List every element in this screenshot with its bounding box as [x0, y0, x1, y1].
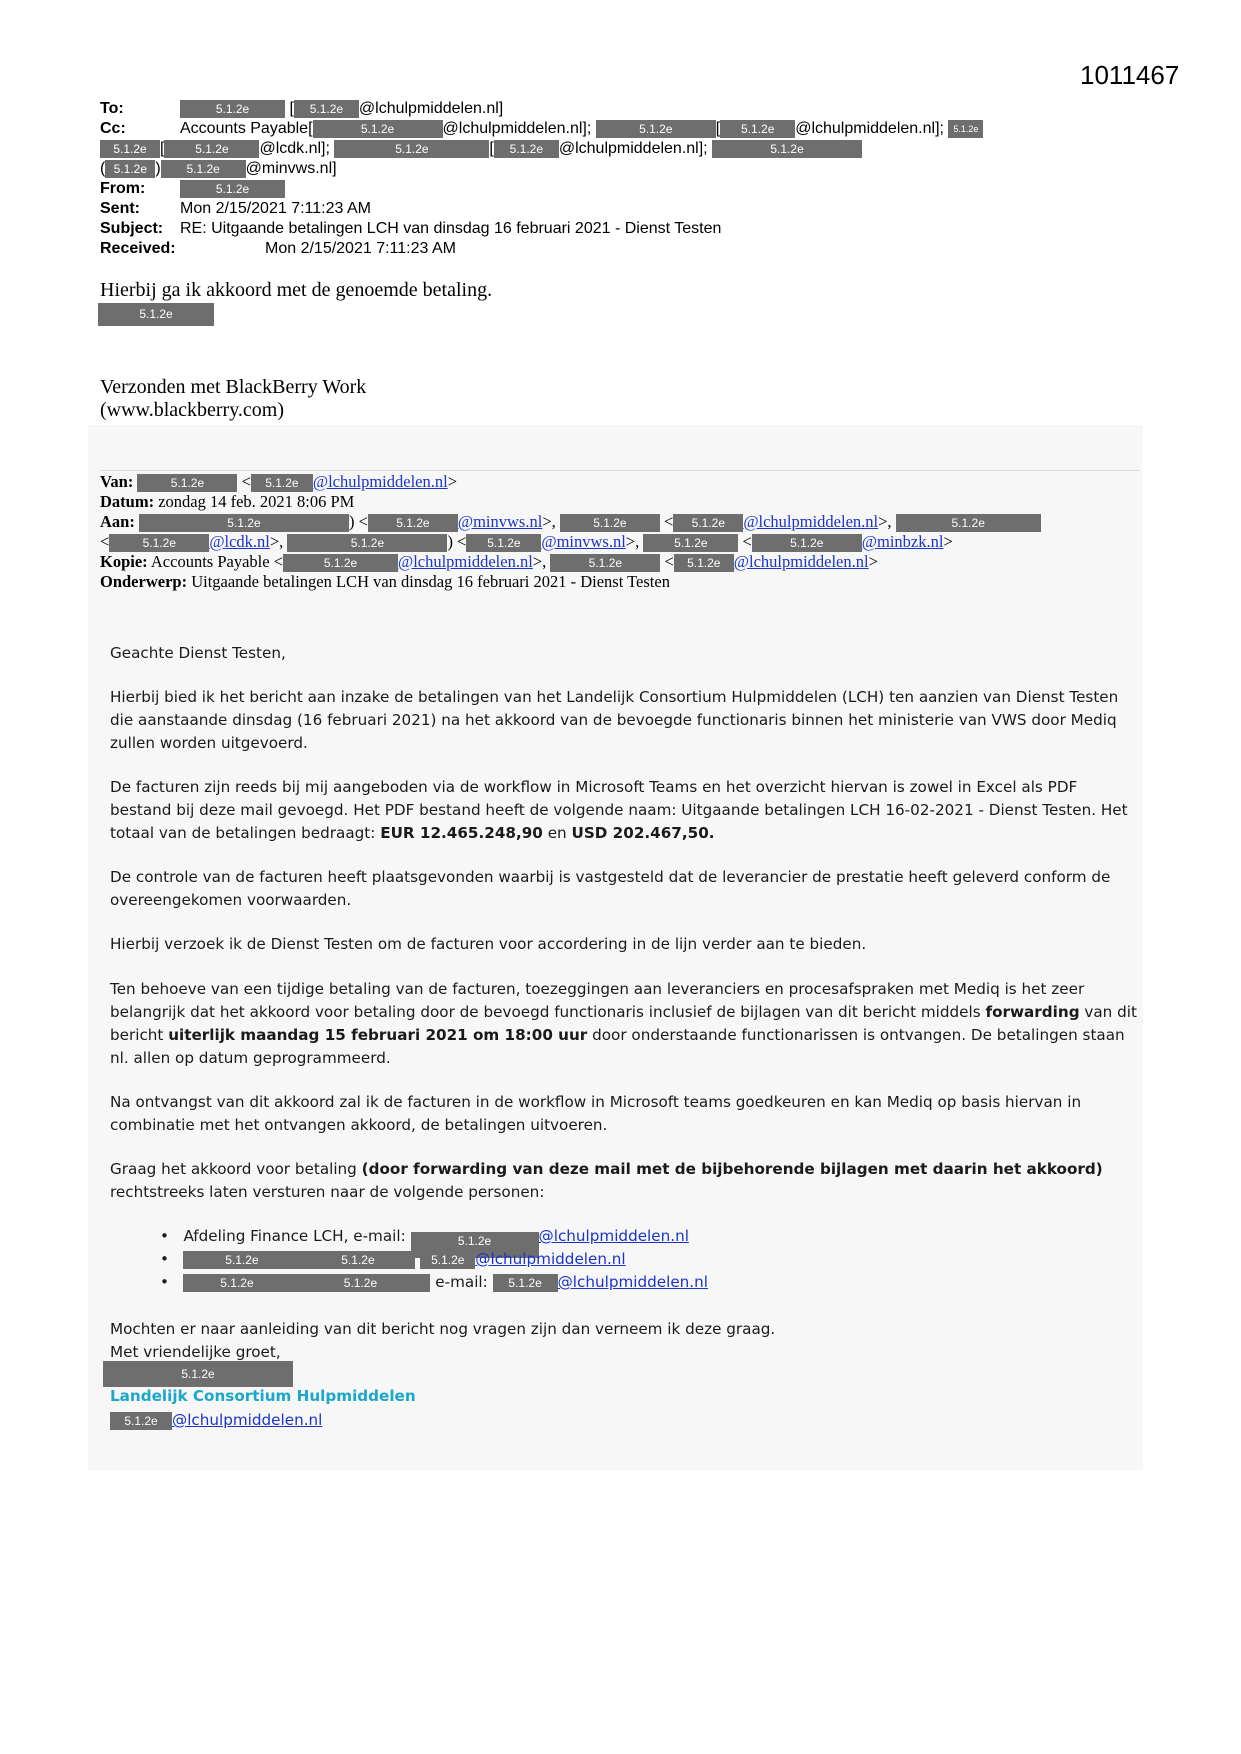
kopie-label: Kopie:	[100, 552, 148, 571]
cc-accounts: Accounts Payable[	[180, 120, 313, 138]
redaction: 5.1.2e	[139, 514, 349, 532]
redaction: 5.1.2e	[283, 554, 398, 572]
redaction: 5.1.2e	[896, 514, 1041, 532]
bullet-address-link[interactable]: @lchulpmiddelen.nl	[475, 1250, 626, 1268]
bullet-icon: •	[160, 1250, 169, 1268]
redaction: 5.1.2e	[161, 160, 246, 178]
redaction: 5.1.2e	[493, 1274, 558, 1292]
aan-address-link[interactable]: @minvws.nl	[541, 532, 626, 551]
onderwerp-value: Uitgaande betalingen LCH van dinsdag 16 februari 2021 - Dienst Testen	[191, 572, 670, 591]
sent-line	[100, 200, 371, 218]
aan-line-1: Aan: 5.1.2e ) < 5.1.2e @minvws.nl>, 5.1.2e < 5.1.2e @lchulpmiddelen.nl>, 5.1.2e	[100, 512, 1041, 532]
redaction: 5.1.2e	[251, 474, 313, 492]
signature-address-link[interactable]: @lchulpmiddelen.nl	[172, 1411, 323, 1429]
p2-end: .	[708, 824, 715, 842]
van-address-link[interactable]: @lchulpmiddelen.nl	[312, 472, 448, 491]
aan-line-2: < 5.1.2e @lcdk.nl>, 5.1.2e ) < 5.1.2e @minvws.nl>, 5.1.2e < 5.1.2e @minbzk.nl>	[100, 532, 953, 551]
kopie-line: Kopie: Accounts Payable < 5.1.2e @lchulpmiddelen.nl>, 5.1.2e < 5.1.2e @lchulpmiddelen.nl>	[100, 552, 878, 571]
redaction: 5.1.2e	[164, 140, 259, 158]
aan-address-link[interactable]: @minbzk.nl	[861, 532, 944, 551]
redaction: 5.1.2e	[98, 303, 214, 326]
aan-address-link[interactable]: @lcdk.nl	[209, 532, 270, 551]
p7-bold: (door forwarding van deze mail met de bijbehorende bijlagen met daarin het akkoord)	[361, 1160, 1103, 1178]
datum-label: Datum:	[100, 492, 155, 511]
cc-line-1: Cc: Accounts Payable[ 5.1.2e @lchulpmiddelen.nl]; 5.1.2e [ 5.1.2e @lchulpmiddelen.nl]; 5.1.2e	[100, 120, 983, 138]
redaction: 5.1.2e	[290, 1274, 430, 1292]
kopie-accounts: Accounts Payable <	[150, 552, 283, 571]
redaction: 5.1.2e	[180, 100, 285, 118]
reply-text: Hierbij ga ik akkoord met de genoemde betaling.	[100, 279, 493, 301]
redaction: 5.1.2e	[752, 534, 862, 552]
cc-line-2: 5.1.2e [ 5.1.2e @lcdk.nl]; 5.1.2e [ 5.1.2e @lchulpmiddelen.nl]; 5.1.2e	[100, 140, 862, 158]
redaction: 5.1.2e	[720, 120, 795, 138]
datum-value: zondag 14 feb. 2021 8:06 PM	[158, 492, 355, 511]
cc-label: Cc:	[100, 120, 126, 138]
sent-label: Sent:	[100, 200, 140, 217]
bullet-text: Afdeling Finance LCH, e-mail:	[183, 1227, 406, 1245]
p2-eur-total: EUR 12.465.248,90	[380, 824, 543, 842]
redaction: 5.1.2e	[334, 140, 489, 158]
subject-line	[100, 220, 721, 238]
received-line	[100, 240, 456, 258]
aan-label: Aan:	[100, 512, 135, 531]
redaction: 5.1.2e	[411, 1232, 539, 1258]
subject-label: Subject:	[100, 220, 164, 237]
closing-line-1: Mochten er naar aanleiding van dit bericht nog vragen zijn dan verneem ik deze graag.	[110, 1320, 776, 1338]
sent-with-line-1: Verzonden met BlackBerry Work	[100, 376, 367, 398]
paragraph-5	[110, 978, 1140, 1070]
bullet-item-2	[160, 1248, 626, 1271]
redaction: 5.1.2e	[466, 534, 541, 552]
sent-with-line-2: (www.blackberry.com)	[100, 399, 284, 421]
p5-text: Ten behoeve van een tijdige betaling van de facturen, toezeggingen aan leveranciers en procesafspraken met Mediq is het zeer belangrijk dat het akkoord voor betaling door de bevoegd functionaris inclusief de bijlagen van dit bericht middels	[110, 980, 1085, 1021]
p5-text: van dit bericht	[110, 1003, 1137, 1044]
redaction: 5.1.2e	[105, 160, 155, 178]
redaction: 5.1.2e	[183, 1274, 290, 1292]
to-label: To:	[100, 100, 124, 118]
redaction: 5.1.2e	[550, 554, 660, 572]
van-line: Van: 5.1.2e < 5.1.2e @lchulpmiddelen.nl>	[100, 472, 457, 491]
redaction: 5.1.2e	[712, 140, 862, 158]
p2-en: en	[542, 824, 572, 842]
closing-line-2: Met vriendelijke groet,	[110, 1343, 281, 1361]
redaction: 5.1.2e	[948, 120, 983, 138]
redaction: 5.1.2e	[420, 1251, 475, 1269]
paragraph-1: Hierbij bied ik het bericht aan inzake de betalingen van het Landelijk Consortium Hulpmiddelen (LCH) ten aanzien van Dienst Testen die aanstaande dinsdag (16 februari 2021) na het akkoord van de bevoegde functionaris binnen het ministerie van VWS door Mediq zullen worden uitgevoerd.	[110, 688, 1119, 752]
signature-email	[110, 1409, 322, 1432]
redaction: 5.1.2e	[674, 554, 734, 572]
bullet-icon: •	[160, 1273, 169, 1291]
paragraph-2	[110, 776, 1140, 845]
signature-name	[103, 1361, 293, 1387]
redaction: 5.1.2e	[313, 120, 443, 138]
p2-text: De facturen zijn reeds bij mij aangeboden via de workflow in Microsoft Teams en het overzicht hiervan is zowel in Excel als PDF bestand bij deze mail gevoegd. Het PDF bestand heeft de volgende naam: Uitgaande betalingen LCH 16-02-2021 - Dienst Testen. Het totaal van de betalingen bedraagt:	[110, 778, 1128, 842]
kopie-address-link[interactable]: @lchulpmiddelen.nl	[398, 552, 533, 571]
subject-value: RE: Uitgaande betalingen LCH van dinsdag 16 februari 2021 - Dienst Testen	[180, 220, 722, 237]
redaction: 5.1.2e	[183, 1251, 300, 1269]
redaction: 5.1.2e	[596, 120, 716, 138]
to-line: To: 5.1.2e [ 5.1.2e @lchulpmiddelen.nl]	[100, 100, 504, 118]
p5-text: door onderstaande functionarissen is ontvangen. De betalingen staan nl. allen op datum geprogrammeerd.	[110, 1026, 1125, 1067]
bullet-address-link[interactable]: @lchulpmiddelen.nl	[538, 1227, 689, 1245]
redaction: 5.1.2e	[494, 140, 559, 158]
p2-usd-total: USD 202.467,50	[571, 824, 709, 842]
reply-signature	[98, 303, 214, 326]
onderwerp-label: Onderwerp:	[100, 572, 188, 591]
redaction: 5.1.2e	[109, 534, 209, 552]
redaction: 5.1.2e	[300, 1251, 415, 1269]
paragraph-6: Na ontvangst van dit akkoord zal ik de facturen in de workflow in Microsoft teams goedkeuren en kan Mediq op basis hiervan in combinatie met het ontvangen akkoord, de betalingen uitvoeren.	[110, 1093, 1082, 1134]
received-value: Mon 2/15/2021 7:11:23 AM	[265, 240, 456, 257]
from-label: From:	[100, 180, 146, 198]
from-line	[100, 180, 285, 198]
redaction: 5.1.2e	[673, 514, 743, 532]
redaction: 5.1.2e	[103, 1361, 293, 1387]
van-label: Van:	[100, 472, 134, 491]
p5-forwarding: forwarding	[985, 1003, 1080, 1021]
redaction: 5.1.2e	[560, 514, 660, 532]
bullet-address-link[interactable]: @lchulpmiddelen.nl	[557, 1273, 708, 1291]
redaction: 5.1.2e	[180, 180, 285, 198]
organization-name: Landelijk Consortium Hulpmiddelen	[110, 1387, 416, 1405]
received-label: Received:	[100, 240, 176, 257]
redaction: 5.1.2e	[287, 534, 447, 552]
bullet-icon: •	[160, 1227, 169, 1245]
redaction: 5.1.2e	[368, 514, 458, 532]
bullet-item-3	[160, 1271, 708, 1294]
redaction: 5.1.2e	[110, 1412, 172, 1430]
to-address: @lchulpmiddelen.nl]	[358, 100, 504, 118]
cc-address: @lcdk.nl];	[259, 140, 330, 158]
document-id: 1011467	[1080, 60, 1180, 90]
datum-line	[100, 492, 354, 512]
divider	[100, 470, 1140, 471]
paragraph-7	[110, 1158, 1140, 1204]
cc-address: @lchulpmiddelen.nl];	[558, 140, 708, 158]
onderwerp-line	[100, 572, 670, 592]
redaction: 5.1.2e	[137, 474, 237, 492]
bullet-email-label: e-mail:	[435, 1273, 488, 1291]
aan-address-link[interactable]: @minvws.nl	[457, 512, 543, 531]
cc-line-3: ( 5.1.2e ) 5.1.2e @minvws.nl]	[100, 160, 337, 178]
paragraph-4: Hierbij verzoek ik de Dienst Testen om de facturen voor accordering in de lijn verder aan te bieden.	[110, 935, 867, 953]
greeting: Geachte Dienst Testen,	[110, 644, 286, 662]
cc-address: @lchulpmiddelen.nl];	[442, 120, 592, 138]
cc-address: @lchulpmiddelen.nl];	[795, 120, 944, 138]
paragraph-3: De controle van de facturen heeft plaatsgevonden waarbij is vastgesteld dat de leverancier de prestatie heeft geleverd conform de overeengekomen voorwaarden.	[110, 868, 1111, 909]
aan-address-link[interactable]: @lchulpmiddelen.nl	[743, 512, 879, 531]
redaction: 5.1.2e	[643, 534, 738, 552]
sent-value: Mon 2/15/2021 7:11:23 AM	[180, 200, 371, 217]
cc-address: @minvws.nl]	[245, 160, 337, 178]
p7-text: Graag het akkoord voor betaling	[110, 1160, 362, 1178]
p7-text: rechtstreeks laten versturen naar de volgende personen:	[110, 1183, 545, 1201]
p5-deadline: uiterlijk maandag 15 februari 2021 om 18:00 uur	[168, 1026, 588, 1044]
redaction: 5.1.2e	[100, 140, 160, 158]
redaction: 5.1.2e	[294, 100, 359, 118]
kopie-address-link[interactable]: @lchulpmiddelen.nl	[733, 552, 869, 571]
